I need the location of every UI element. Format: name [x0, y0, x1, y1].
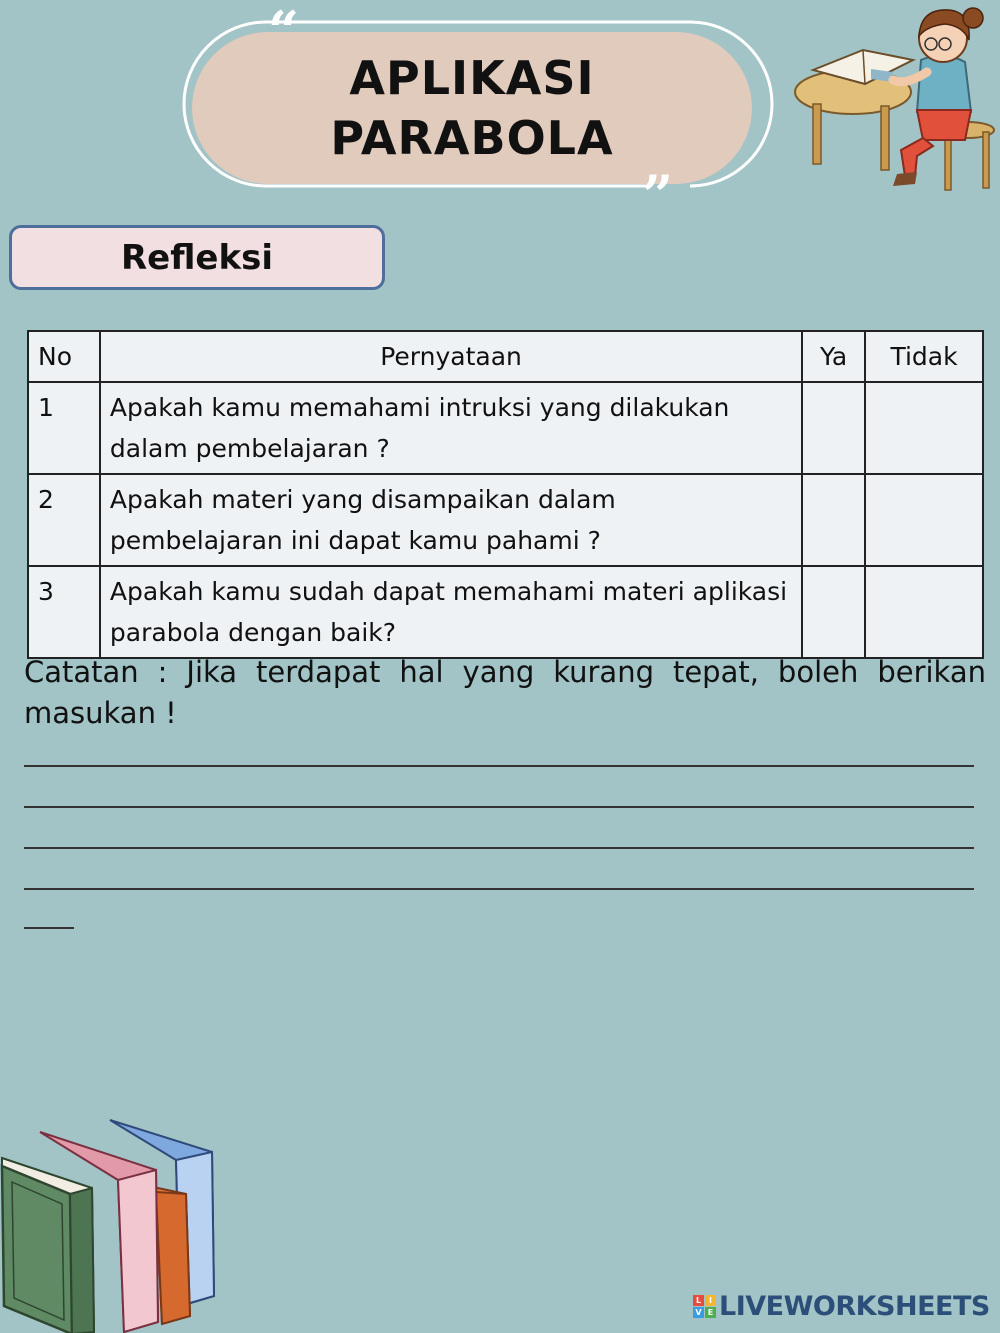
- row-number: 1: [28, 382, 100, 474]
- liveworksheets-logo[interactable]: [693, 1291, 990, 1322]
- row-number: 3: [28, 566, 100, 658]
- section-badge: [9, 225, 385, 290]
- row-statement: Apakah kamu sudah dapat memahami materi aplikasi parabola dengan baik?: [100, 566, 802, 658]
- header-tidak: Tidak: [865, 331, 983, 382]
- row-statement: Apakah kamu memahami intruksi yang dilakukan dalam pembelajaran ?: [100, 382, 802, 474]
- logo-text: LIVEWORKSHEETS: [719, 1291, 990, 1322]
- close-quote-icon: ”: [642, 163, 674, 227]
- table-header-row: [28, 331, 983, 382]
- answer-line[interactable]: [24, 847, 974, 849]
- row-statement: Apakah materi yang disampaikan dalam pembelajaran ini dapat kamu pahami ?: [100, 474, 802, 566]
- answer-lines[interactable]: [24, 765, 974, 929]
- answer-line[interactable]: [24, 765, 974, 767]
- header-statement: Pernyataan: [100, 331, 802, 382]
- row-number: 2: [28, 474, 100, 566]
- ya-answer-cell[interactable]: [802, 566, 865, 658]
- answer-line-short[interactable]: [24, 927, 74, 929]
- books-icon: [0, 1110, 225, 1333]
- logo-grid-icon: L I V E: [693, 1295, 716, 1318]
- section-badge-label: Refleksi: [120, 237, 273, 278]
- ya-answer-cell[interactable]: [802, 474, 865, 566]
- girl-reading-icon: [793, 0, 998, 196]
- table-row: [28, 474, 983, 566]
- ya-answer-cell[interactable]: [802, 382, 865, 474]
- header-no: No: [28, 331, 100, 382]
- note-text: Catatan : Jika terdapat hal yang kurang tepat, boleh berikan masukan !: [24, 655, 986, 730]
- tidak-answer-cell[interactable]: [865, 566, 983, 658]
- tidak-answer-cell[interactable]: [865, 382, 983, 474]
- answer-line[interactable]: [24, 888, 974, 890]
- title-banner: [180, 0, 776, 227]
- tidak-answer-cell[interactable]: [865, 474, 983, 566]
- table-row: [28, 382, 983, 474]
- title-line-1: APLIKASI: [349, 51, 595, 105]
- open-quote-icon: “: [268, 0, 300, 63]
- reflection-table: [27, 330, 984, 659]
- title-line-2: PARABOLA: [330, 111, 614, 165]
- answer-line[interactable]: [24, 806, 974, 808]
- table-row: [28, 566, 983, 658]
- header-ya: Ya: [802, 331, 865, 382]
